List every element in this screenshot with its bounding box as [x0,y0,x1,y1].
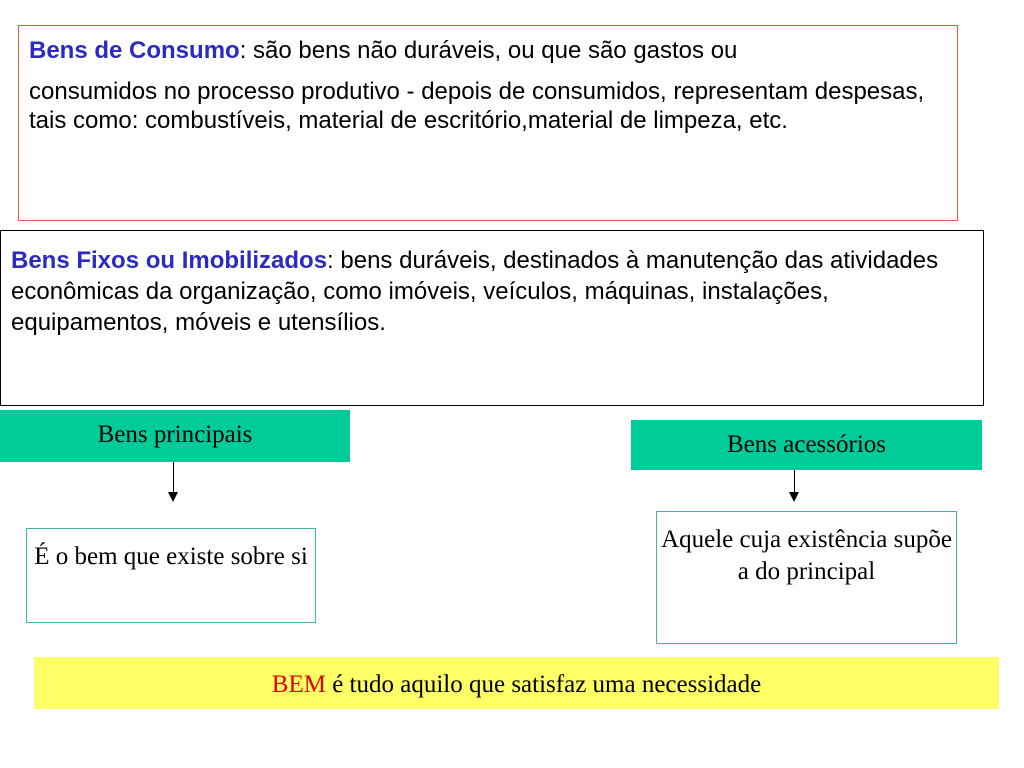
fixos-title: Bens Fixos ou Imobilizados [11,247,328,274]
bens-principais-label: Bens principais [97,421,253,448]
bem-text: é tudo aquilo que satisfaz uma necessidade [325,671,762,698]
fixos-text: bens duráveis, destinados à manutenção das atividades econômicas da organização, como imóveis, veículos, máquinas, instalações, equipamentos, móveis e utensílios. [11,247,939,336]
consumo-sep: : [239,37,247,64]
principais-description-box [26,528,316,623]
acessorios-description-box [656,511,957,644]
acessorios-description: Aquele cuja existência supõe a do principal [661,526,952,585]
bens-de-consumo-box [18,25,958,221]
consumo-para2: consumidos no processo produtivo - depois de consumidos, representam despesas, tais como: combustíveis, material de escritório,material de limpeza, etc. [29,78,925,134]
bens-acessorios-label: Bens acessórios [727,431,886,458]
consumo-text1: são bens não duráveis, ou que são gastos ou [246,37,738,64]
bem-word: BEM [271,671,326,698]
bens-principais-box [0,410,350,462]
arrow-down-icon [173,462,174,500]
fixos-sep: : [327,247,334,274]
bens-fixos-box [0,230,984,406]
bem-definition-box [34,657,999,709]
bens-acessorios-box [631,420,982,470]
consumo-title: Bens de Consumo [29,37,240,64]
principais-description: É o bem que existe sobre si [34,543,308,570]
arrow-down-icon [794,470,795,500]
consumo-line1 [29,36,947,65]
